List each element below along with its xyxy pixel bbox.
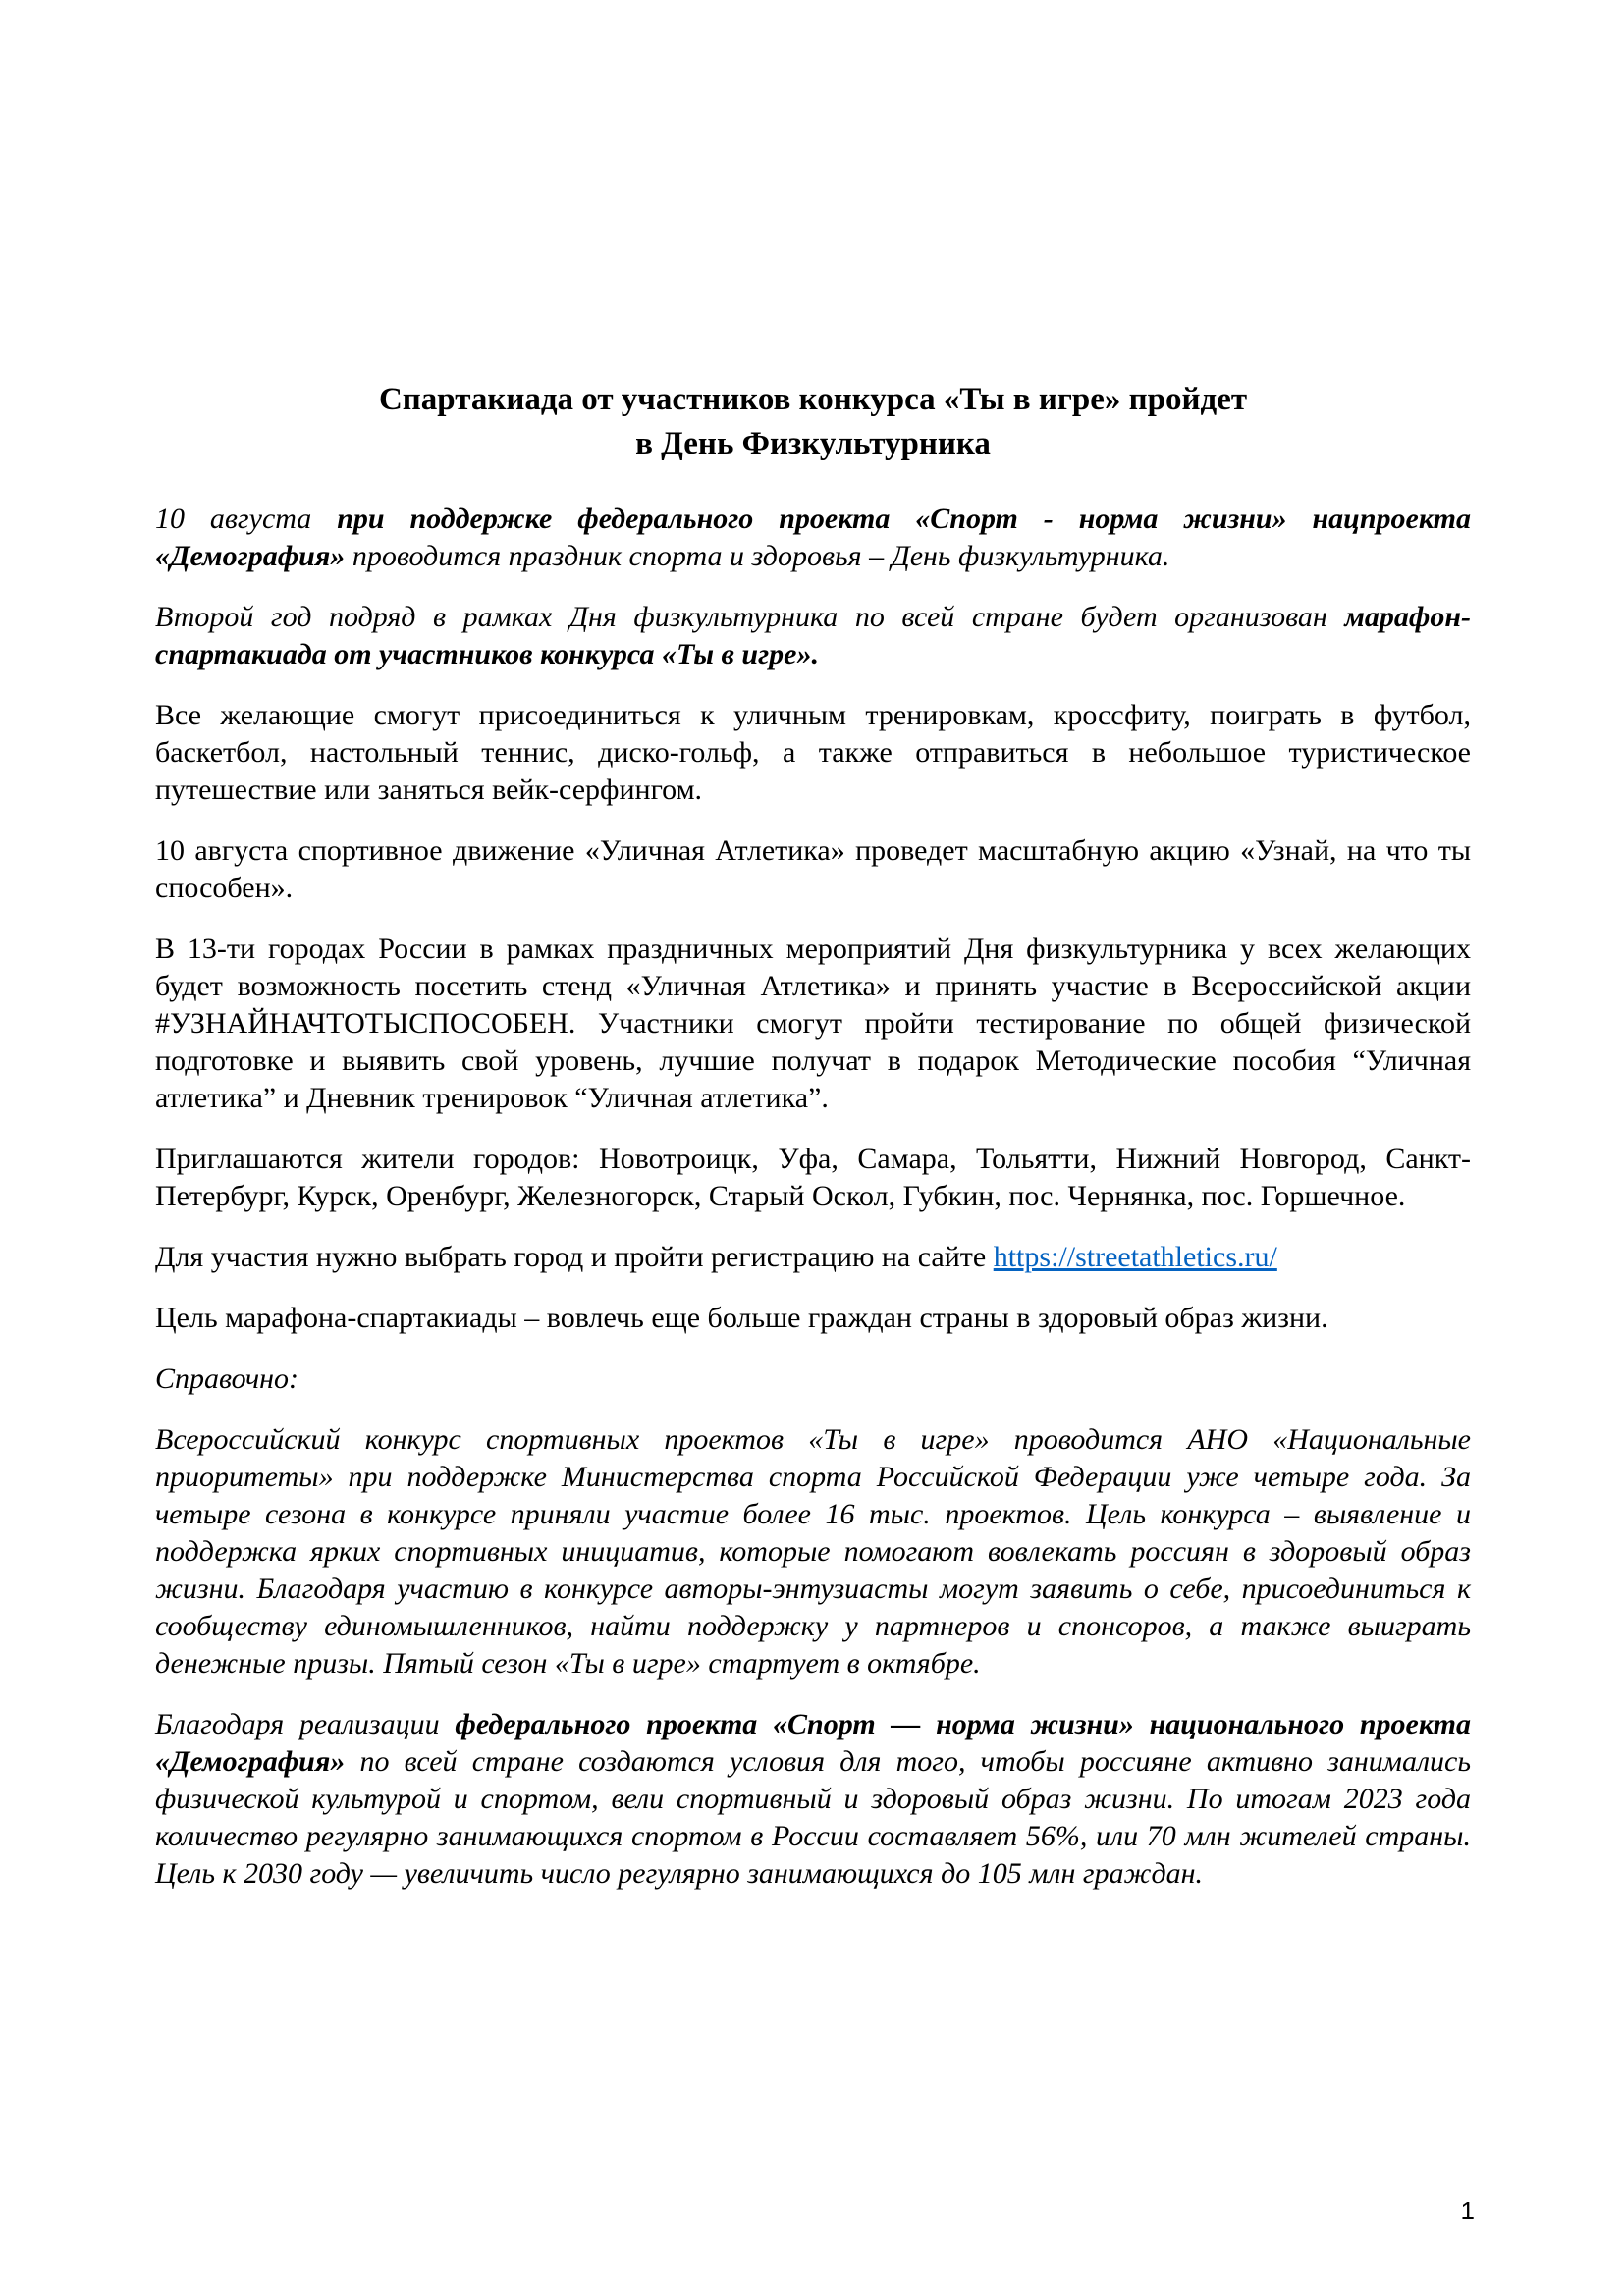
- title-line-2: в День Физкультурника: [635, 426, 991, 461]
- federal-details: по всей стране создаются условия для того, чтобы россияне активно занимались физической культурой и спортом, вели спортивный и здоровый образ жизни. По итогам 2023 года количество регулярно занимающихся спортом в России составляет 56%, или 70 млн жителей страны. Цель к 2030 году — увеличить число регулярно занимающихся до 105 млн граждан.: [155, 1745, 1471, 1890]
- paragraph-contest-info: Всероссийский конкурс спортивных проектов «Ты в игре» проводится АНО «Национальные приоритеты» при поддержке Министерства спорта Российской Федерации уже четыре года. За четыре сезона в конкурсе приняли участие более 16 тыс. проектов. Цель конкурса – выявление и поддержка ярких спортивных инициатив, которые помогают вовлекать россиян в здоровый образ жизни. Благодаря участию в конкурсе авторы-энтузиасты могут заявить о себе, присоединиться к сообществу единомышленников, найти поддержку у партнеров и спонсоров, а также выиграть денежные призы. Пятый сезон «Ты в игре» стартует в октябре.: [155, 1423, 1471, 1680]
- marathon-emphasis: марафон-спартакиада от участников конкурса «Ты в игре».: [155, 601, 1471, 670]
- paragraph-marathon: [155, 599, 1471, 673]
- paragraph-goal: Цель марафона-спартакиады – вовлечь еще больше граждан страны в здоровый образ жизни.: [155, 1302, 1328, 1334]
- document-body: [155, 501, 1471, 1916]
- paragraph-intro: [155, 501, 1471, 575]
- intro-date: 10 августа: [155, 503, 338, 535]
- paragraph-invited-cities: Приглашаются жители городов: Новотроицк, Уфа, Самара, Тольятти, Нижний Новгород, Санкт-Петербург, Курск, Оренбург, Железногорск, Старый Оскол, Губкин, пос. Чернянка, пос. Горшечное.: [155, 1143, 1471, 1212]
- intro-event: проводится праздник спорта и здоровья – День физкультурника.: [345, 540, 1170, 572]
- federal-project-emphasis: федерального проекта «Спорт — норма жизни» национального проекта «Демография»: [155, 1708, 1471, 1778]
- reference-heading: Справочно:: [155, 1362, 299, 1395]
- paragraph-cities-action: В 13-ти городах России в рамках праздничных мероприятий Дня физкультурника у всех желающих будет возможность посетить стенд «Уличная Атлетика» и принять участие в Всероссийской акции #УЗНАЙНАЧТОТЫСПОСОБЕН. Участники смогут пройти тестирование по общей физической подготовке и выявить свой уровень, лучшие получат в подарок Методические пособия “Уличная атлетика” и Дневник тренировок “Уличная атлетика”.: [155, 933, 1471, 1114]
- marathon-text: Второй год подряд в рамках Дня физкультурника по всей стране будет организован: [155, 601, 1345, 633]
- paragraph-activities: Все желающие смогут присоединиться к уличным тренировкам, кроссфиту, поиграть в футбол, баскетбол, настольный теннис, диско-гольф, а также отправиться в небольшое туристическое путешествие или заняться вейк-серфингом.: [155, 699, 1471, 806]
- registration-text: Для участия нужно выбрать город и пройти регистрацию на сайте: [155, 1241, 994, 1273]
- page-number: 1: [1460, 2196, 1475, 2225]
- page-title: [155, 378, 1471, 466]
- title-line-1: Спартакиада от участников конкурса «Ты в игре» пройдет: [378, 382, 1248, 417]
- registration-link[interactable]: https://streetathletics.ru/: [993, 1241, 1277, 1273]
- paragraph-street-athletics: 10 августа спортивное движение «Уличная Атлетика» проведет масштабную акцию «Узнай, на что ты способен».: [155, 834, 1471, 904]
- intro-project-emphasis: при поддержке федерального проекта «Спорт - норма жизни» нацпроекта «Демография»: [155, 503, 1472, 572]
- paragraph-registration: [155, 1239, 1471, 1276]
- paragraph-federal-project: [155, 1706, 1471, 1893]
- federal-intro: Благодаря реализации: [155, 1708, 456, 1740]
